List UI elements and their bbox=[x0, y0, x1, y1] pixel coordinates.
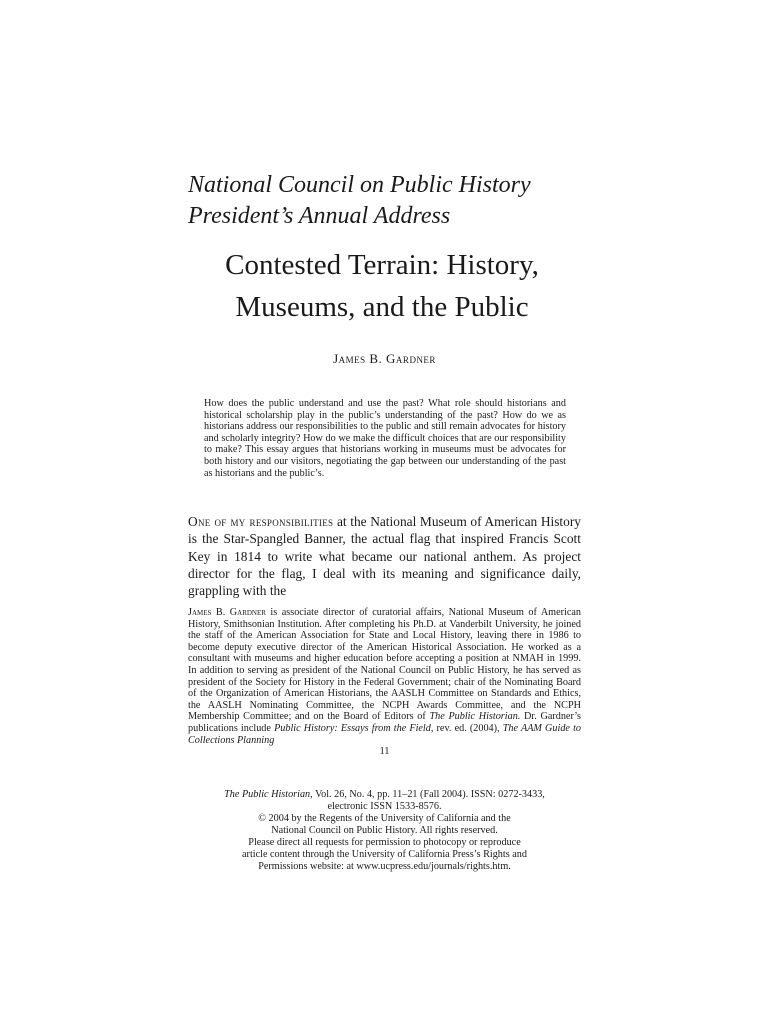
colophon-line-7: Permissions website: at www.ucpress.edu/journals/rights.htm. bbox=[258, 861, 511, 872]
colophon-journal-name: The Public Historian bbox=[224, 789, 311, 800]
footnote-text-c: rev. ed. (2004), bbox=[433, 722, 503, 734]
footnote-book-title-1: Public History: Essays from the Field, bbox=[274, 722, 434, 734]
page-number: 11 bbox=[379, 746, 390, 757]
body-lead-in: One of my responsibilities bbox=[188, 514, 334, 529]
article-title bbox=[180, 244, 584, 328]
footnote-journal-title: The Public Historian. bbox=[429, 711, 521, 723]
colophon-line-6: article content through the University of California Press’s Rights and bbox=[242, 849, 527, 860]
series-heading bbox=[188, 170, 588, 232]
article-abstract: How does the public understand and use the past? What role should historians and historical scholarship play in the public’s understanding of the past? How do we as historians address our responsibilities to the public and still remain advocates for history and scholarly integrity? How do we make the difficult choices that are our responsibility to make? This essay argues that historians working in museums must be advocates for both history and our visitors, negotiating the gap between our understanding of the past as historians and the public’s. bbox=[204, 398, 566, 479]
colophon bbox=[188, 789, 581, 873]
article-title-line-1: Contested Terrain: History, bbox=[225, 249, 539, 281]
colophon-line-1 bbox=[188, 789, 581, 801]
article-author: James B. Gardner bbox=[333, 351, 436, 366]
article-body-paragraph bbox=[188, 513, 581, 599]
series-line-2: President’s Annual Address bbox=[188, 203, 451, 229]
footnote-text-b: Dr. Gardner’s publications include bbox=[188, 711, 582, 734]
colophon-line-5: Please direct all requests for permission to photocopy or reproduce bbox=[248, 837, 521, 848]
colophon-line-2: electronic ISSN 1533-8576. bbox=[327, 801, 442, 812]
article-title-line-2: Museums, and the Public bbox=[235, 291, 529, 323]
colophon-line-4: National Council on Public History. All rights reserved. bbox=[271, 825, 498, 836]
body-text: at the National Museum of American History is the Star-Spangled Banner, the actual flag that inspired Francis Scott Key in 1814 to write what became our national anthem. As project director for the flag, I deal with its meaning and significance daily, grappling with the bbox=[188, 514, 581, 599]
footnote-author-name: James B. Gardner bbox=[188, 607, 266, 618]
colophon-line-3: © 2004 by the Regents of the University of California and the bbox=[258, 813, 511, 824]
author-footnote bbox=[188, 607, 581, 746]
series-line-1: National Council on Public History bbox=[188, 172, 531, 198]
footnote-text-a: is associate director of curatorial affairs, National Museum of American History, Smithsonian Institution. After completing his Ph.D. at Vanderbilt University, he joined the staff of the American Association for State and Local History, leaving there in 1986 to become deputy executive director of the American Historical Association. He worked as a consultant with museums and higher education before accepting a position at NMAH in 1999. In addition to serving as president of the National Council on Public History, he has served as president of the Society for History in the Federal Government; chair of the Nominating Board of the Organization of American Historians, the AASLH Committee on Standards and Ethics, the AASLH Nominating Committee, the NCPH Awards Committee, and the NCPH Membership Committee; and on the Board of Editors of bbox=[188, 607, 581, 723]
colophon-line-1-rest: , Vol. 26, No. 4, pp. 11–21 (Fall 2004). ISSN: 0272-3433, bbox=[310, 789, 545, 800]
footnote-book-title-2: The AAM Guide to Collections Planning bbox=[188, 722, 581, 746]
